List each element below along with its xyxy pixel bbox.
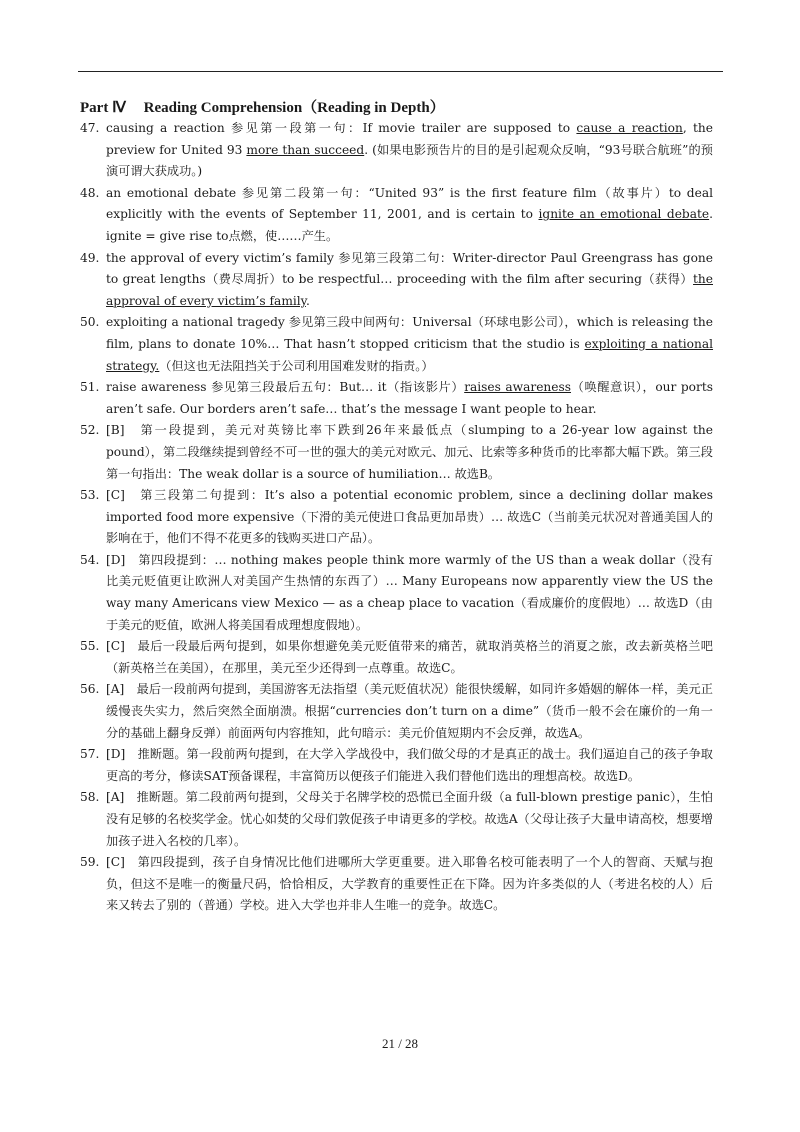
answer-item: [80, 377, 713, 420]
text-segment: .: [305, 293, 310, 308]
text-segment: causing a reaction 参见第一段第一句：If movie trailer are supposed to: [106, 121, 577, 135]
page-number: 21 / 28: [381, 1036, 419, 1051]
section-heading: [80, 96, 445, 117]
text-segment: the approval of every victim’s family 参见第三段第二句：Writer-director Paul Greengrass has gone to great lengths（费尽周折）to be respectful… proceeding with the film after securing（获得）: [106, 250, 713, 287]
answer-number: 50.: [80, 315, 100, 330]
answer-number: 53.: [80, 488, 100, 503]
text-segment: [D] 推断题。第一段前两句提到，在大学入学战役中，我们做父母的才是真正的战士。我们逼迫自己的孩子争取更高的考分，修读SAT预备课程，丰富简历以便孩子们能进入我们替他们选出的理想高校。故选D。: [106, 747, 713, 783]
text-segment: an emotional debate 参见第二段第一句：“United 93” is the first feature film（故事片）to deal explicitly with the events of September 11, 2001, and is certain to: [106, 185, 713, 222]
text-segment: （但这也无法阻挡关于公司利用国难发财的指责。）: [159, 358, 434, 373]
answer-item: [80, 787, 713, 852]
answer-item: [80, 420, 713, 485]
answer-item: [80, 636, 713, 679]
answer-item: [80, 183, 713, 248]
answer-item: [80, 744, 713, 787]
text-segment: , the preview for United 93: [106, 121, 713, 157]
underlined-phrase: ignite an emotional debate: [538, 207, 710, 222]
answer-number: 52.: [80, 423, 100, 438]
answer-item: [80, 550, 713, 636]
answer-item: [80, 312, 713, 377]
answer-text: [106, 787, 713, 852]
answer-list: [80, 118, 713, 917]
answer-text: [106, 183, 713, 248]
text-segment: . (如果电影预告片的目的是引起观众反响，“93号联合航班”的预演可谓大获成功。): [106, 142, 713, 179]
answer-text: [106, 118, 713, 183]
answer-number: 58.: [80, 790, 100, 805]
answer-text: [106, 636, 713, 679]
text-segment: exploiting a national tragedy 参见第三段中间两句：Universal（环球电影公司），which is releasing the film, plans to donate 10%… That hasn’t stopped criticism that the studio is: [106, 315, 713, 351]
answer-number: 56.: [80, 682, 100, 697]
answer-number: 55.: [80, 639, 100, 654]
answer-number: 59.: [80, 855, 100, 870]
underlined-phrase: the approval of every victim’s family: [106, 272, 713, 308]
answer-number: 48.: [80, 185, 100, 200]
answer-text: [106, 852, 713, 917]
section-title: Reading Comprehension（Reading in Depth）: [143, 100, 445, 116]
answer-text: [106, 550, 713, 636]
answer-item: [80, 679, 713, 744]
text-segment: [D] 第四段提到：… nothing makes people think more warmly of the US than a weak dollar（没有比美元贬值更让欧洲人对美国产生热情的东西了）… Many Europeans now apparently view the US the way many Americans view Mexico — as a cheap place to vacation（看成廉价的度假地）… 故选D（由于美元的贬值，欧洲人将美国看成理想度假地）。: [106, 552, 713, 632]
answer-number: 51.: [80, 380, 100, 395]
answer-number: 57.: [80, 747, 100, 762]
answer-text: [106, 420, 713, 485]
answer-text: [106, 744, 713, 787]
text-segment: [C] 最后一段最后两句提到，如果你想避免美元贬值带来的痛苦，就取消英格兰的消夏之旅，改去新英格兰吧（新英格兰在美国），在那里，美元至少还得到一点尊重。故选C。: [106, 639, 713, 675]
underlined-phrase: cause a reaction: [576, 121, 683, 135]
text-segment: . ignite = give rise to点燃，使……产生。: [106, 207, 713, 243]
text-segment: [A] 最后一段前两句提到，美国游客无法指望（美元贬值状况）能很快缓解，如同许多婚姻的解体一样，美元正缓慢丧失实力，然后突然全面崩溃。根据“currencies don’t turn on a dime”（货币一般不会在廉价的一角一分的基础上翻身反弹）前面两句内容推知，此句暗示：美元价值短期内不会反弹，故选A。: [106, 682, 713, 740]
answer-text: [106, 248, 713, 313]
text-segment: （唤醒意识），our ports aren’t safe. Our borders aren’t safe… that’s the message I want people to hear.: [106, 380, 713, 416]
answer-item: [80, 118, 713, 183]
answer-text: [106, 679, 713, 744]
answer-item: [80, 485, 713, 550]
underlined-phrase: raises awareness: [464, 380, 571, 395]
section-label: Part Ⅳ: [80, 100, 126, 116]
text-segment: [A] 推断题。第二段前两句提到，父母关于名牌学校的恐慌已全面升级（a full-blown prestige panic），生怕没有足够的名校奖学金。忧心如焚的父母们敦促孩子申请更多的学校。故选A（父母让孩子大量申请高校，想要增加孩子进入名校的几率）。: [106, 790, 713, 848]
answer-text: [106, 485, 713, 550]
answer-number: 54.: [80, 552, 100, 567]
text-segment: [B] 第一段提到，美元对英镑比率下跌到26年来最低点（slumping to a 26-year low against the pound），第二段继续提到曾经不可一世的强大的美元对欧元、加元、比索等多种货币的比率都大幅下跌。第三段第一句指出：The weak dollar is a source of humiliation… 故选B。: [106, 423, 713, 481]
answer-number: 49.: [80, 250, 100, 265]
text-segment: [C] 第三段第二句提到：It’s also a potential economic problem, since a declining dollar makes imported food more expensive（下滑的美元使进口食品更加昂贵）… 故选C（当前美元状况对普通美国人的影响在于，他们不得不花更多的钱购买进口产品）。: [106, 488, 713, 546]
answer-text: [106, 377, 713, 420]
text-segment: raise awareness 参见第三段最后五句：But… it（指该影片）: [106, 380, 465, 395]
answer-item: [80, 852, 713, 917]
answer-number: 47.: [80, 121, 100, 135]
answer-text: [106, 312, 713, 377]
underlined-phrase: exploiting a national strategy.: [106, 336, 714, 373]
underlined-phrase: more than succeed: [246, 142, 365, 157]
header-rule: [78, 71, 723, 72]
answer-item: [80, 248, 713, 313]
text-segment: [C] 第四段提到，孩子自身情况比他们进哪所大学更重要。进入耶鲁名校可能表明了一个人的智商、天赋与抱负，但这不是唯一的衡量尺码，恰恰相反，大学教育的重要性正在下降。因为许多类似的人（考进名校的人）后来又转去了别的（普通）学校。进入大学也并非人生唯一的竞争。故选C。: [106, 855, 713, 913]
